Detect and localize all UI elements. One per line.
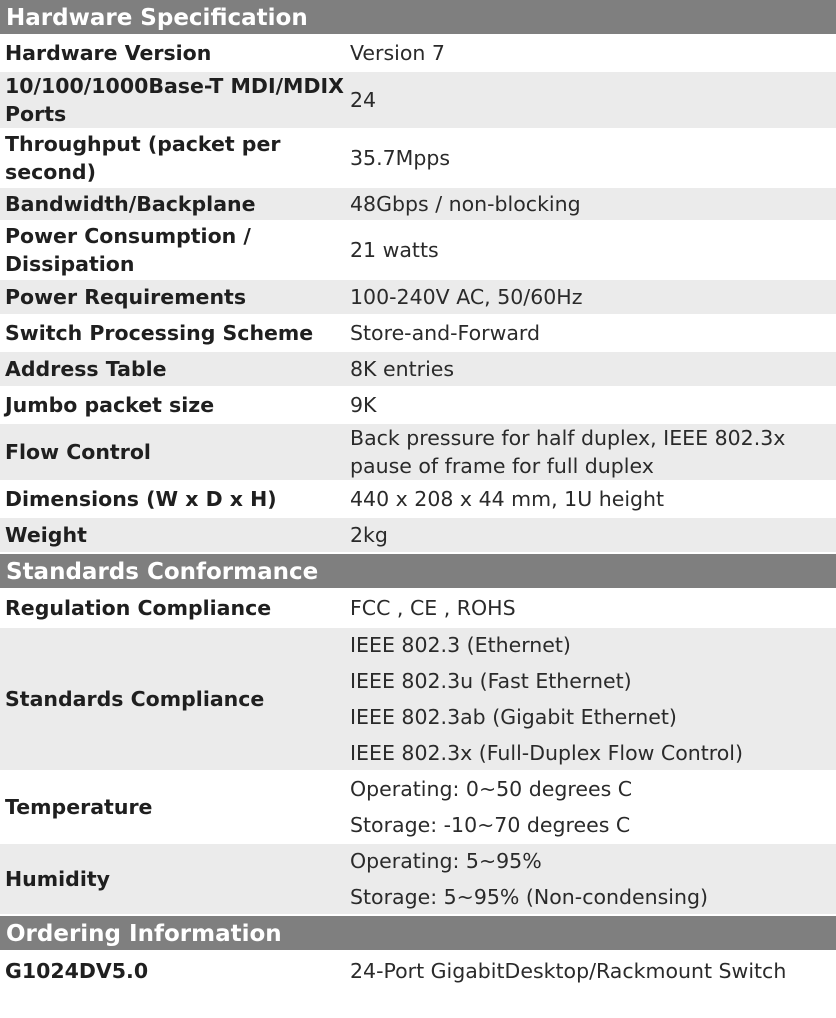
spec-value (344, 355, 836, 383)
spec-value (344, 771, 836, 843)
spec-value (344, 594, 836, 622)
spec-row (0, 188, 836, 222)
spec-label: Humidity (5, 867, 111, 891)
spec-value (344, 391, 836, 419)
spec-row (0, 352, 836, 388)
spec-value-line: Version 7 (350, 41, 445, 65)
spec-row (0, 130, 836, 188)
spec-value-line: 8K entries (350, 357, 455, 381)
spec-value (344, 424, 836, 480)
spec-label: Power Requirements (5, 285, 247, 309)
spec-value-line: 21 watts (350, 238, 439, 262)
spec-value (344, 485, 836, 513)
spec-value-line: 35.7Mpps (350, 146, 451, 170)
spec-label: Regulation Compliance (5, 596, 272, 620)
spec-value-line: Operating: 0~50 degrees C (350, 777, 633, 801)
standards-rows (0, 590, 836, 916)
section-header-hardware: Hardware Specification (0, 0, 836, 36)
spec-label: Flow Control (5, 440, 151, 464)
spec-row (0, 844, 836, 916)
spec-value-line: IEEE 802.3ab (Gigabit Ethernet) (350, 705, 677, 729)
spec-value (344, 319, 836, 347)
spec-label: Hardware Version (5, 41, 212, 65)
spec-value-line: 100-240V AC, 50/60Hz (350, 285, 583, 309)
spec-value (344, 283, 836, 311)
spec-label: Bandwidth/Backplane (5, 192, 256, 216)
spec-value-line: 24-Port GigabitDesktop/Rackmount Switch (350, 959, 787, 983)
spec-value (344, 843, 836, 915)
spec-label: Standards Compliance (5, 687, 265, 711)
spec-row (0, 952, 836, 992)
spec-label: Address Table (5, 357, 167, 381)
spec-row (0, 628, 836, 772)
spec-value-line: IEEE 802.3 (Ethernet) (350, 633, 571, 657)
spec-value (344, 39, 836, 67)
spec-value-line: IEEE 802.3u (Fast Ethernet) (350, 669, 632, 693)
spec-row (0, 518, 836, 554)
section-header-standards: Standards Conformance (0, 554, 836, 590)
spec-row (0, 280, 836, 316)
spec-label: 10/100/1000Base-T MDI/MDIX Ports (5, 74, 344, 126)
spec-value-line: 48Gbps / non-blocking (350, 192, 581, 216)
spec-value-line: 440 x 208 x 44 mm, 1U height (350, 487, 665, 511)
spec-label: Jumbo packet size (5, 393, 215, 417)
spec-row (0, 72, 836, 130)
ordering-rows (0, 952, 836, 992)
spec-label: Power Consumption / Dissipation (5, 224, 251, 276)
spec-value-line: Store-and-Forward (350, 321, 540, 345)
hardware-rows (0, 36, 836, 554)
spec-label: Switch Processing Scheme (5, 321, 314, 345)
spec-value-line: Storage: 5~95% (Non-condensing) (350, 885, 708, 909)
spec-value-line: pause of frame for full duplex (350, 454, 654, 478)
spec-value-line: 9K (350, 393, 377, 417)
spec-row (0, 316, 836, 352)
spec-value-line: Back pressure for half duplex, IEEE 802.3x (350, 426, 786, 450)
spec-row (0, 482, 836, 518)
spec-value-line: 2kg (350, 523, 388, 547)
spec-value (344, 236, 836, 264)
spec-row (0, 388, 836, 424)
spec-label: Throughput (packet per second) (5, 132, 281, 184)
spec-label: Temperature (5, 795, 153, 819)
spec-value-line: Storage: -10~70 degrees C (350, 813, 631, 837)
spec-value (344, 521, 836, 549)
spec-value-line: 24 (350, 88, 377, 112)
spec-value (344, 86, 836, 114)
spec-value (344, 627, 836, 771)
spec-value (344, 190, 836, 218)
spec-row (0, 222, 836, 280)
spec-value-line: Operating: 5~95% (350, 849, 542, 873)
spec-label: Dimensions (W x D x H) (5, 487, 277, 511)
spec-value (344, 144, 836, 172)
spec-row (0, 772, 836, 844)
section-header-ordering: Ordering Information (0, 916, 836, 952)
spec-row (0, 424, 836, 482)
spec-row (0, 590, 836, 628)
spec-value-line: IEEE 802.3x (Full-Duplex Flow Control) (350, 741, 744, 765)
spec-value (344, 957, 836, 985)
spec-value-line: FCC , CE , ROHS (350, 596, 516, 620)
spec-label: G1024DV5.0 (5, 959, 149, 983)
spec-label: Weight (5, 523, 87, 547)
spec-row (0, 36, 836, 72)
